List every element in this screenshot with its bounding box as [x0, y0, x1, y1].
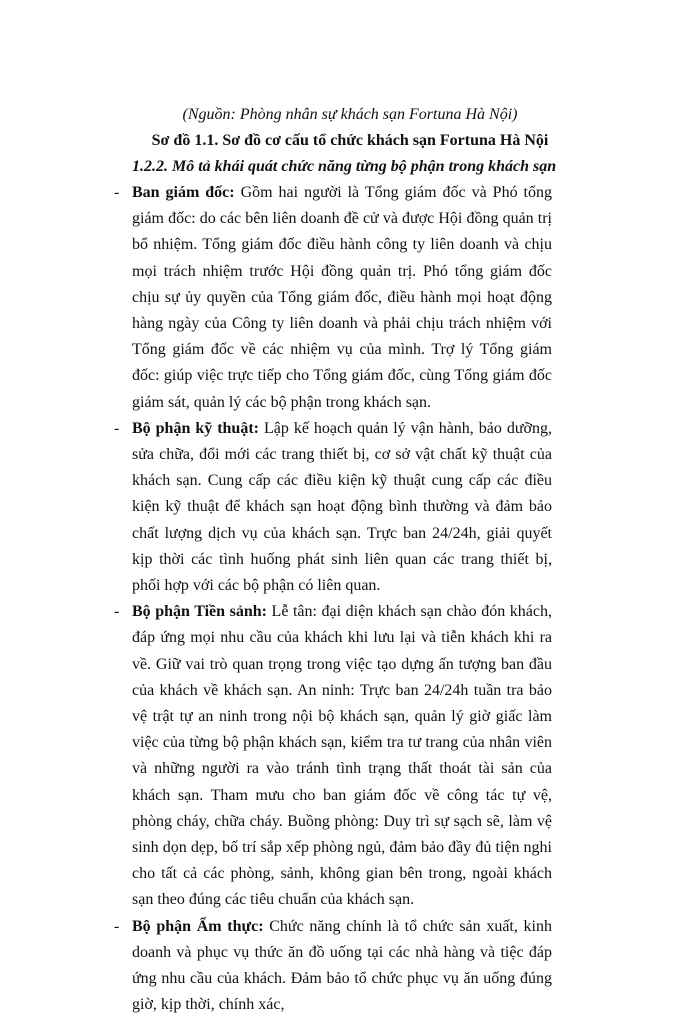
item-text: Lễ tân: đại diện khách sạn chào đón khách, đáp ứng mọi nhu cầu của khách khi lưu lại và tiễn khách khi ra về. Giữ vai trò quan trọng trong việc tạo dựng ấn tượng ban đầu của khách về khách sạn. An ninh: Trực ban 24/24h tuần tra bảo vệ trật tự an ninh trong nội bộ khách sạn, quản lý giờ giấc làm việc của từng bộ phận khách sạn, kiểm tra tư trang của nhân viên và những người ra vào tránh tình trạng thất thoát tài sản của khách sạn. Tham mưu cho ban giám đốc về công tác tự vệ, phòng cháy, chữa cháy. Buồng phòng: Duy trì sự sạch sẽ, làm vệ sinh dọn dẹp, bố trí sắp xếp phòng ngủ, đảm bảo đầy đủ tiện nghi cho tất cả các phòng, sảnh, không gian bên trong, ngoài khách sạn theo đúng các tiêu chuẩn của khách sạn.	[132, 603, 552, 909]
list-item-front-office	[114, 599, 552, 913]
bullet-marker: -	[114, 419, 120, 437]
list-item-food-beverage	[114, 914, 552, 1019]
list-item-engineering	[114, 416, 552, 599]
figure-caption: Sơ đồ 1.1. Sơ đồ cơ cấu tổ chức khách sạn Fortuna Hà Nội	[151, 132, 549, 149]
item-title: Bộ phận Tiền sảnh:	[132, 603, 267, 621]
bullet-marker: -	[114, 917, 120, 935]
item-title: Ban giám đốc:	[132, 184, 235, 201]
list-item-board	[114, 180, 552, 416]
section-heading: 1.2.2. Mô tả khái quát chức năng từng bộ phận trong khách sạn	[132, 158, 557, 175]
item-text: Chức năng chính là tổ chức sản xuất, kinh doanh và phục vụ thức ăn đồ uống tại các nhà hàng và tiệc đáp ứng nhu cầu của khách. Đảm bảo tổ chức phục vụ ăn uống đúng giờ, kịp thời, chính xác,	[132, 917, 552, 1014]
department-list	[114, 180, 552, 1019]
source-note: (Nguồn: Phòng nhân sự khách sạn Fortuna Hà Nội)	[182, 106, 518, 123]
item-title: Bộ phận Ẩm thực:	[132, 917, 264, 935]
bullet-marker: -	[114, 184, 120, 201]
item-text: Gồm hai người là Tổng giám đốc và Phó tổng giám đốc: do các bên liên doanh đề cử và được Hội đồng quản trị bổ nhiệm. Tổng giám đốc điều hành công ty liên doanh và chịu mọi trách nhiệm trước Hội đồng quản trị. Phó tổng giám đốc chịu sự ủy quyền của Tổng giám đốc, điều hành mọi hoạt động hàng ngày của Công ty liên doanh và phải chịu trách nhiệm với Tổng giám đốc về các nhiệm vụ của mình. Trợ lý Tổng giám đốc: giúp việc trực tiếp cho Tổng giám đốc, cùng Tổng giám đốc giám sát, quản lý các bộ phận trong khách sạn.	[132, 184, 552, 411]
bullet-marker: -	[114, 603, 120, 621]
item-text: Lập kế hoạch quản lý vận hành, bảo dưỡng, sửa chữa, đổi mới các trang thiết bị, cơ sở vật chất kỹ thuật của khách sạn. Cung cấp các điều kiện kỹ thuật cung cấp các điều kiện kỹ thuật để khách sạn hoạt động bình thường và đảm bảo chất lượng dịch vụ của khách sạn. Trực ban 24/24h, giải quyết kịp thời các tình huống phát sinh liên quan các trang thiết bị, phối hợp với các bộ phận có liên quan.	[132, 419, 553, 595]
item-title: Bộ phận kỹ thuật:	[132, 419, 259, 437]
